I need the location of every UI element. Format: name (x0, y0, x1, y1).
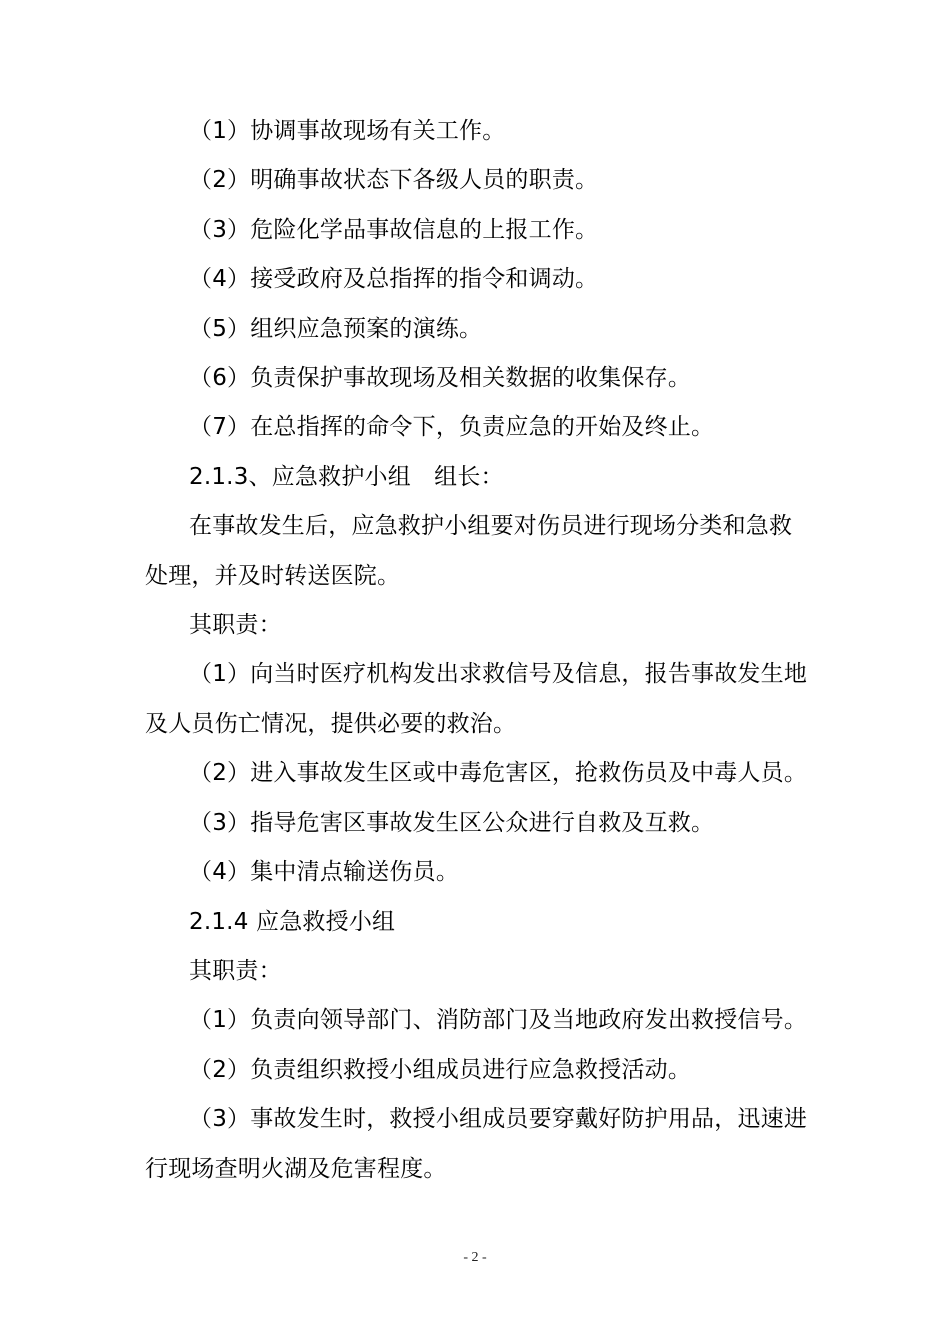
paragraph-aid-duty-2: （2）负责组织救授小组成员进行应急救授活动。 (189, 1056, 692, 1083)
paragraph-duty-5: （5）组织应急预案的演练。 (189, 315, 483, 342)
page-number: - 2 - (463, 1250, 487, 1265)
paragraph-rescue-duty-4: （4）集中清点输送伤员。 (189, 859, 460, 886)
paragraph-aid-duty-3: （3）事故发生时，救授小组成员要穿戴好防护用品，迅速进行现场查明火湖及危害程度。 (145, 1106, 808, 1182)
paragraph-duty-7: （7）在总指挥的命令下，负责应急的开始及终止。 (189, 414, 715, 441)
paragraph-duty-2: （2）明确事故状态下各级人员的职责。 (189, 167, 599, 194)
paragraph-rescue-duty-2: （2）进入事故发生区或中毒危害区，抢救伤员及中毒人员。 (189, 760, 808, 787)
paragraph-rescue-intro: 在事故发生后，应急救护小组要对伤员进行现场分类和急救处理，并及时转送医院。 (145, 513, 793, 589)
paragraph-duties-label: 其职责： (189, 612, 282, 639)
paragraph-duty-1: （1）协调事故现场有关工作。 (189, 118, 506, 144)
paragraph-rescue-duty-1: （1）向当时医疗机构发出求救信号及信息，报告事故发生地及人员伤亡情况，提供必要的救治。 (145, 661, 808, 737)
paragraph-duty-4: （4）接受政府及总指挥的指令和调动。 (189, 266, 599, 293)
section-heading-2-1-3: 2.1.3、应急救护小组 组长： (189, 463, 504, 490)
paragraph-duties-label-2: 其职责： (189, 957, 282, 984)
document-body (145, 107, 815, 1194)
paragraph-rescue-duty-3: （3）指导危害区事故发生区公众进行自救及互救。 (189, 809, 715, 836)
paragraph-aid-duty-1: （1）负责向领导部门、消防部门及当地政府发出救授信号。 (189, 1007, 808, 1034)
paragraph-duty-6: （6）负责保护事故现场及相关数据的收集保存。 (189, 365, 692, 392)
paragraph-duty-3: （3）危险化学品事故信息的上报工作。 (189, 216, 599, 243)
section-heading-2-1-4: 2.1.4 应急救授小组 (189, 908, 396, 935)
